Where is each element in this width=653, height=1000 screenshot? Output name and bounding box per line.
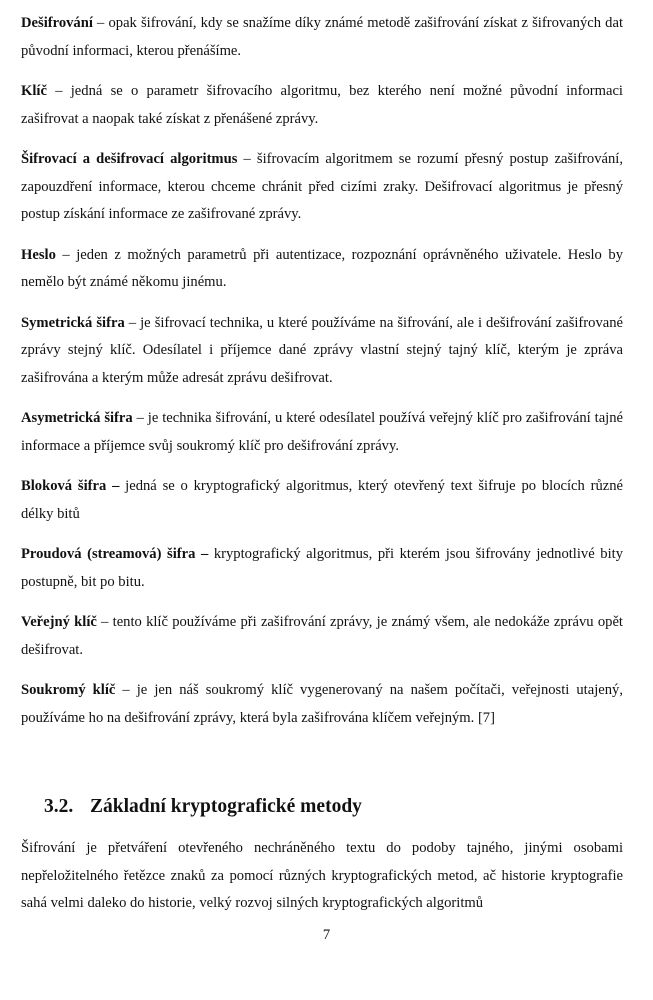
definition-term: Dešifrování bbox=[21, 15, 93, 31]
definition-text: – je šifrovací technika, u které používáme na šifrování, ale i dešifrování zašifrované zprávy stejný klíč. Odesílatel i příjemce dané zprávy vlastní stejný tajný klíč, kterým je zpráva zašifrována a kterým může adresát zprávu dešifrovat. bbox=[21, 314, 623, 386]
definition-paragraph bbox=[21, 310, 623, 393]
definition-text: kryptografický algoritmus, při kterém jsou šifrovány jednotlivé bity postupně, bit po bitu. bbox=[21, 546, 623, 590]
definition-text: jedná se o kryptografický algoritmus, který otevřený text šifruje po blocích různé délky bitů bbox=[21, 478, 624, 522]
definition-term: Heslo bbox=[21, 246, 56, 263]
definition-text: – jedná se o parametr šifrovacího algoritmu, bez kterého není možné původní informaci zašifrovat a naopak také získat z přenášené zprávy. bbox=[21, 83, 623, 127]
definition-paragraph bbox=[21, 405, 623, 460]
definition-term: Symetrická šifra bbox=[21, 314, 125, 331]
definition-text: – šifrovacím algoritmem se rozumí přesný postup zašifrování, zapouzdření informace, kterou chceme chránit před cizími zraky. Dešifrovací algoritmus je přesný postup získání informace ze zašifrované zprávy. bbox=[21, 151, 623, 222]
definitions-list bbox=[21, 10, 623, 745]
section-heading bbox=[44, 796, 362, 818]
definition-text: – opak šifrování, kdy se snažíme díky známé metodě zašifrování získat z šifrovaných dat původní informaci, kterou přenášíme. bbox=[21, 15, 623, 59]
definition-paragraph bbox=[21, 609, 623, 664]
definition-paragraph bbox=[21, 541, 623, 596]
definition-paragraph bbox=[21, 677, 623, 732]
definition-paragraph bbox=[21, 242, 623, 297]
definition-term: Asymetrická šifra bbox=[21, 410, 133, 426]
definition-term: Proudová (streamová) šifra – bbox=[21, 546, 209, 562]
definition-paragraph bbox=[21, 473, 623, 528]
definition-text: – je technika šifrování, u které odesílatel používá veřejný klíč pro zašifrování tajné informace a příjemce svůj soukromý klíč pro dešifrování zprávy. bbox=[21, 410, 623, 454]
definition-term: Soukromý klíč bbox=[21, 682, 116, 698]
definition-paragraph bbox=[21, 78, 623, 133]
definition-text: – tento klíč používáme při zašifrování zprávy, je známý všem, ale nedokáže zprávu opět dešifrovat. bbox=[21, 614, 623, 658]
page-number: 7 bbox=[322, 927, 331, 943]
definition-term: Bloková šifra – bbox=[21, 478, 120, 494]
body-paragraph: Šifrování je přetváření otevřeného nechráněného textu do podoby tajného, jinými osobami nepřeložitelného řetězce znaků za pomocí různých kryptografických metod, ač historie kryptografie sahá velmi daleko do historie, velký rozvoj silných kryptografických algoritmů bbox=[21, 840, 623, 911]
definition-paragraph bbox=[21, 10, 623, 65]
definition-term: Veřejný klíč bbox=[21, 614, 97, 630]
definition-term: Šifrovací a dešifrovací algoritmus bbox=[21, 151, 238, 167]
definition-text: – jeden z možných parametrů při autentizace, rozpoznání oprávněného uživatele. Heslo by nemělo být známé někomu jinému. bbox=[21, 246, 623, 290]
definition-text: – je jen náš soukromý klíč vygenerovaný na našem počítači, veřejnosti utajený, používáme ho na dešifrování zprávy, která byla zašifrována klíčem veřejným. [7] bbox=[21, 682, 623, 726]
section-number: 3.2. bbox=[44, 796, 74, 817]
definition-term: Klíč bbox=[21, 83, 47, 99]
section-title: Základní kryptografické metody bbox=[90, 796, 362, 817]
definition-paragraph bbox=[21, 146, 623, 229]
